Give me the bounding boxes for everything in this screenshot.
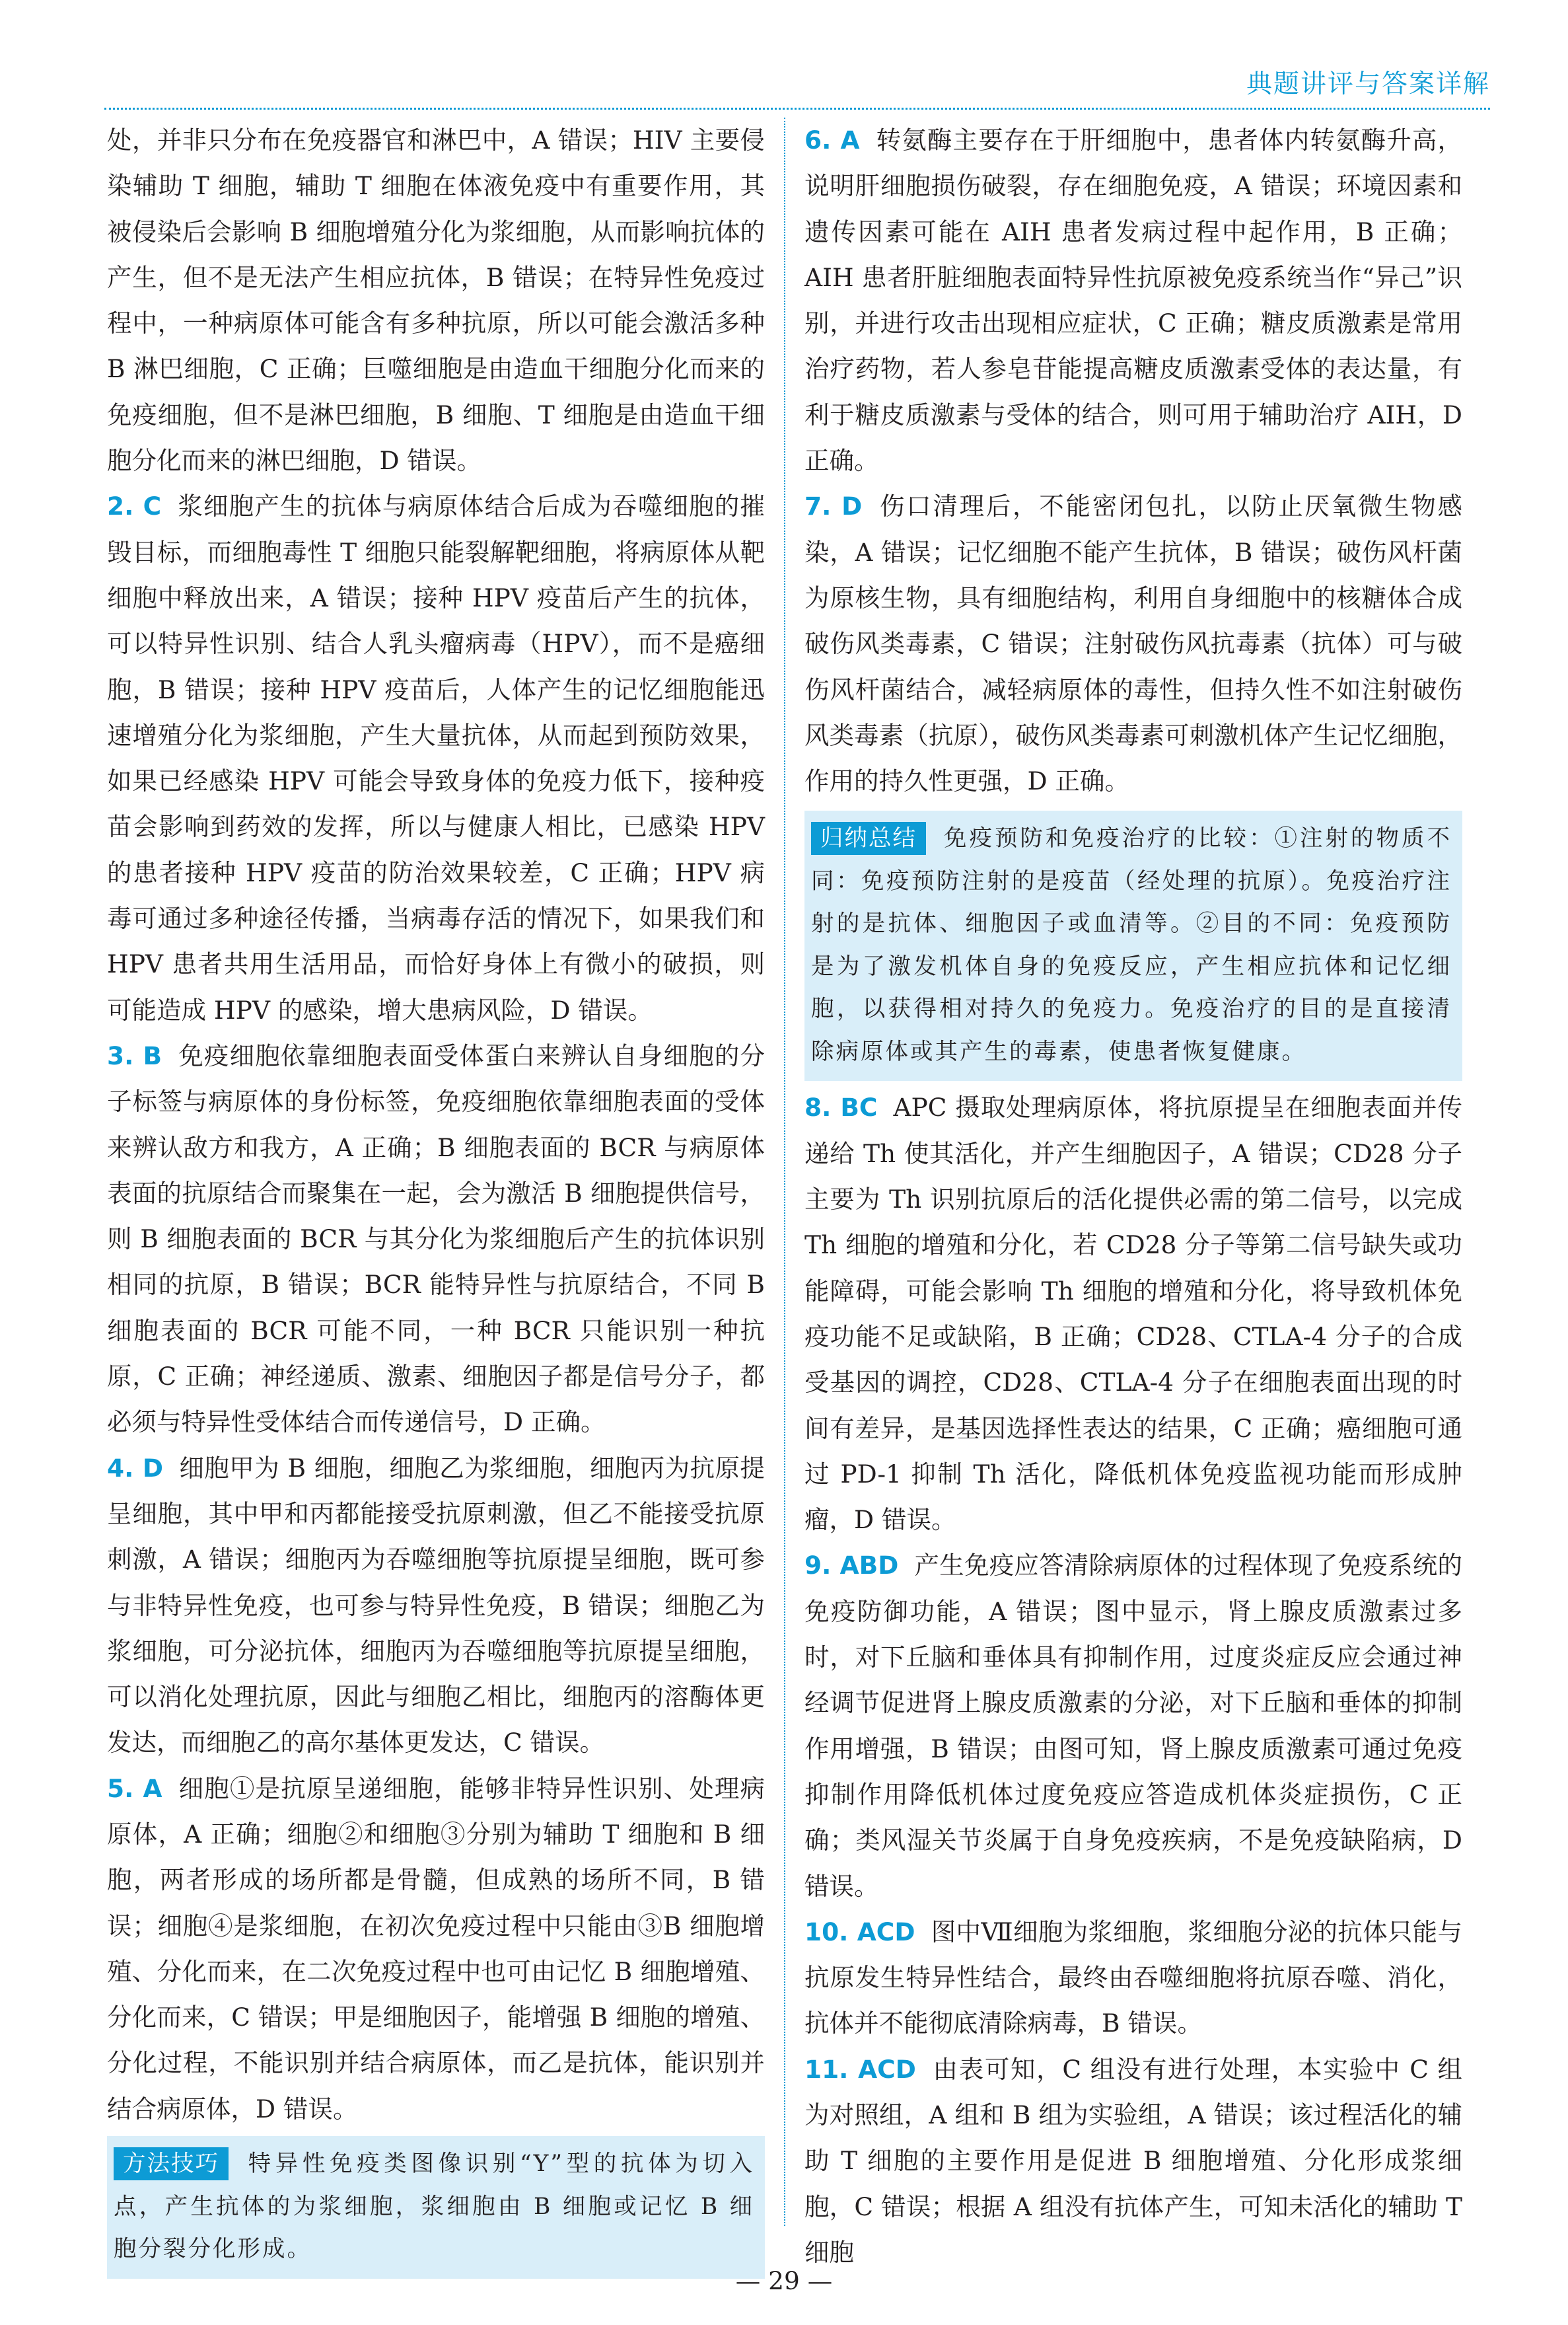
answer-item xyxy=(107,1033,765,1446)
answer-item xyxy=(804,484,1462,804)
answer-label: 8. BC xyxy=(804,1093,878,1123)
answer-label: 5. A xyxy=(107,1773,162,1803)
answer-label: 2. C xyxy=(107,492,162,521)
method-tip-label: 方法技巧 xyxy=(114,2147,229,2180)
method-tip-text: 特异性免疫类图像识别“Y”型的抗体为切入点，产生抗体的为浆细胞，浆细胞由 B 细胞或记忆 B 细胞分裂分化形成。 xyxy=(114,2151,754,2263)
answer-explanation: APC 摄取处理病原体，将抗原提呈在细胞表面并传递给 Th 使其活化，并产生细胞因子，A 错误；CD28 分子主要为 Th 识别抗原后的活化提供必需的第二信号，以完成 Th 细胞的增殖和分化，若 CD28 分子等第二信号缺失或功能障碍，可能会影响 Th 细胞的增殖和分化，将导致机体免疫功能不足或缺陷，B 正确；CD28、CTLA-4 分子的合成受基因的调控，CD28、CTLA-4 分子在细胞表面出现的时间有差异，是基因选择性表达的结果，C 正确；癌细胞可通过 PD-1 抑制 Th 活化，降低机体免疫监视功能而形成肿瘤，D 错误。 xyxy=(804,1093,1462,1535)
answer-label: 4. D xyxy=(107,1453,163,1483)
answer-item xyxy=(804,118,1462,484)
page-number: — 29 — xyxy=(735,2266,833,2295)
answer-explanation: 伤口清理后，不能密闭包扎，以防止厌氧微生物感染，A 错误；记忆细胞不能产生抗体，B 错误；破伤风杆菌为原核生物，具有细胞结构，利用自身细胞中的核糖体合成破伤风类毒素，C 错误；注射破伤风抗毒素（抗体）可与破伤风杆菌结合，减轻病原体的毒性，但持久性不如注射破伤风类毒素（抗原），破伤风类毒素可刺激机体产生记忆细胞，作用的持久性更强，D 正确。 xyxy=(804,492,1463,796)
answer-explanation: 图中Ⅶ细胞为浆细胞，浆细胞分泌的抗体只能与抗原发生特异性结合，最终由吞噬细胞将抗原吞噬、消化，抗体并不能彻底清除病毒，B 错误。 xyxy=(804,1917,1462,2038)
answer-item xyxy=(804,1909,1462,2047)
answer-explanation: 浆细胞产生的抗体与病原体结合后成为吞噬细胞的摧毁目标，而细胞毒性 T 细胞只能裂解靶细胞，将病原体从靶细胞中释放出来，A 错误；接种 HPV 疫苗后产生的抗体，可以特异性识别、结合人乳头瘤病毒（HPV），而不是癌细胞，B 错误；接种 HPV 疫苗后，人体产生的记忆细胞能迅速增殖分化为浆细胞，产生大量抗体，从而起到预防效果，如果已经感染 HPV 可能会导致身体的免疫力低下，接种疫苗会影响到药效的发挥，所以与健康人相比，已感染 HPV 的患者接种 HPV 疫苗的防治效果较差，C 正确；HPV 病毒可通过多种途径传播，当病毒存活的情况下，如果我们和 HPV 患者共用生活用品，而恰好身体上有微小的破损，则可能造成 HPV 的感染，增大患病风险，D 错误。 xyxy=(107,492,765,1025)
answer-item xyxy=(804,1543,1462,1909)
method-tip-box xyxy=(107,2136,765,2279)
answer-explanation: 细胞①是抗原呈递细胞，能够非特异性识别、处理病原体，A 正确；细胞②和细胞③分别为辅助 T 细胞和 B 细胞，两者形成的场所都是骨髓，但成熟的场所不同，B 错误；细胞④是浆细胞，在初次免疫过程中只能由③B 细胞增殖、分化而来，在二次免疫过程中也可由记忆 B 细胞增殖、分化而来，C 错误；甲是细胞因子，能增强 B 细胞的增殖、分化过程，不能识别并结合病原体，而乙是抗体，能识别并结合病原体，D 错误。 xyxy=(107,1773,765,2123)
left-column xyxy=(107,118,765,2279)
answer-explanation: 产生免疫应答清除病原体的过程体现了免疫系统的免疫防御功能，A 错误；图中显示，肾上腺皮质激素过多时，对下丘脑和垂体具有抑制作用，过度炎症反应会通过神经调节促进肾上腺皮质激素的分泌，对下丘脑和垂体的抑制作用增强，B 错误；由图可知，肾上腺皮质激素可通过免疫抑制作用降低机体过度免疫应答造成机体炎症损伤，C 正确；类风湿关节炎属于自身免疫疾病，不是免疫缺陷病，D 错误。 xyxy=(804,1551,1462,1901)
answer-item xyxy=(804,1085,1462,1543)
answer-item xyxy=(107,1766,765,2132)
answer-explanation: 由表可知，C 组没有进行处理，本实验中 C 组为对照组，A 组和 B 组为实验组，A 错误；该过程活化的辅助 T 细胞的主要作用是促进 B 细胞增殖、分化形成浆细胞，C 错误；根据 A 组没有抗体产生，可知未活化的辅助 T 细胞 xyxy=(804,2054,1462,2267)
answer-item xyxy=(107,484,765,1033)
running-header-title: 典题讲评与答案详解 xyxy=(1246,69,1490,99)
answer-label: 9. ABD xyxy=(804,1551,899,1580)
answer-label: 7. D xyxy=(804,492,863,521)
answer-item xyxy=(804,2047,1462,2275)
answer-label: 6. A xyxy=(804,126,860,155)
answer-explanation: 免疫细胞依靠细胞表面受体蛋白来辨认自身细胞的分子标签与病原体的身份标签，免疫细胞依靠细胞表面的受体来辨认敌方和我方，A 正确；B 细胞表面的 BCR 与病原体表面的抗原结合而聚集在一起，会为激活 B 细胞提供信号，则 B 细胞表面的 BCR 与其分化为浆细胞后产生的抗体识别相同的抗原，B 错误；BCR 能特异性与抗原结合，不同 B 细胞表面的 BCR 可能不同，一种 BCR 只能识别一种抗原，C 正确；神经递质、激素、细胞因子都是信号分子，都必须与特异性受体结合而传递信号，D 正确。 xyxy=(107,1041,765,1437)
answer-item xyxy=(107,1446,765,1766)
answer-label: 10. ACD xyxy=(804,1917,915,1946)
summary-tip-box xyxy=(804,811,1462,1081)
answer-label: 3. B xyxy=(107,1041,162,1070)
right-column xyxy=(804,118,1462,2275)
answer-explanation: 转氨酶主要存在于肝细胞中，患者体内转氨酶升高，说明肝细胞损伤破裂，存在细胞免疫，A 错误；环境因素和遗传因素可能在 AIH 患者发病过程中起作用，B 正确；AIH 患者肝脏细胞表面特异性抗原被免疫系统当作“异己”识别，并进行攻击出现相应症状，C 正确；糖皮质激素是常用治疗药物，若人参皂苷能提高糖皮质激素受体的表达量，有利于糖皮质激素与受体的结合，则可用于辅助治疗 AIH，D 正确。 xyxy=(804,126,1462,476)
summary-tip-text: 免疫预防和免疫治疗的比较：①注射的物质不同：免疫预防注射的是疫苗（经处理的抗原）。免疫治疗注射的是抗体、细胞因子或血清等。②目的不同：免疫预防是为了激发机体自身的免疫反应，产生相应抗体和记忆细胞，以获得相对持久的免疫力。免疫治疗的目的是直接清除病原体或其产生的毒素，使患者恢复健康。 xyxy=(811,825,1452,1065)
continued-paragraph: 处，并非只分布在免疫器官和淋巴中，A 错误；HIV 主要侵染辅助 T 细胞，辅助 T 细胞在体液免疫中有重要作用，其被侵染后会影响 B 细胞增殖分化为浆细胞，从而影响抗体的产生，但不是无法产生相应抗体，B 错误；在特异性免疫过程中，一种病原体可能含有多种抗原，所以可能会激活多种 B 淋巴细胞，C 正确；巨噬细胞是由造血干细胞分化而来的免疫细胞，但不是淋巴细胞，B 细胞、T 细胞是由造血干细胞分化而来的淋巴细胞，D 错误。 xyxy=(107,126,765,476)
answer-label: 11. ACD xyxy=(804,2054,916,2084)
header-divider xyxy=(104,108,1490,110)
summary-tip-label: 归纳总结 xyxy=(811,822,926,855)
answer-explanation: 细胞甲为 B 细胞，细胞乙为浆细胞，细胞丙为抗原提呈细胞，其中甲和丙都能接受抗原刺激，但乙不能接受抗原刺激，A 错误；细胞丙为吞噬细胞等抗原提呈细胞，既可参与非特异性免疫，也可参与特异性免疫，B 错误；细胞乙为浆细胞，可分泌抗体，细胞丙为吞噬细胞等抗原提呈细胞，可以消化处理抗原，因此与细胞乙相比，细胞丙的溶酶体更发达，而细胞乙的高尔基体更发达，C 错误。 xyxy=(107,1453,765,1757)
column-divider xyxy=(784,118,785,2226)
